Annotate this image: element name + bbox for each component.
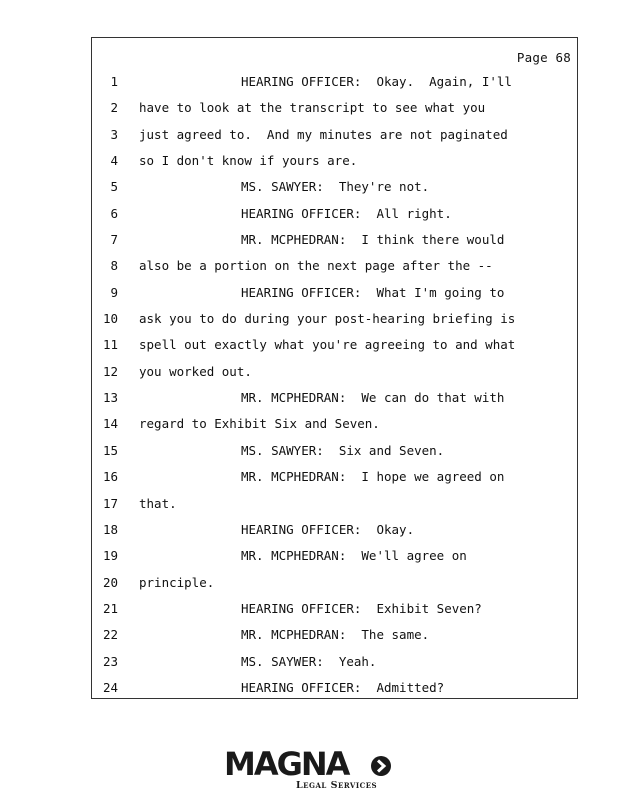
line-text: MS. SAWYER: Six and Seven. — [241, 442, 445, 458]
line-number: 15 — [102, 442, 118, 458]
transcript-page — [91, 37, 578, 699]
line-text: MR. MCPHEDRAN: I think there would — [241, 232, 505, 248]
line-number: 24 — [102, 679, 118, 695]
transcript-line — [92, 546, 577, 572]
line-number: 7 — [110, 232, 118, 248]
transcript-line — [92, 283, 577, 309]
line-number: 9 — [110, 284, 118, 300]
line-number: 17 — [102, 495, 118, 511]
transcript-line — [92, 414, 577, 440]
line-text: MS. SAYWER: Yeah. — [241, 653, 377, 669]
line-number: 3 — [110, 126, 118, 142]
line-number: 8 — [110, 258, 118, 274]
transcript-line — [92, 256, 577, 282]
line-text: MR. MCPHEDRAN: The same. — [241, 627, 430, 643]
logo-wordmark: MAGNA — [224, 745, 349, 783]
line-number: 22 — [102, 627, 118, 643]
transcript-line — [92, 362, 577, 388]
line-text: MR. MCPHEDRAN: We can do that with — [241, 390, 505, 406]
line-text: ask you to do during your post-hearing briefing is — [139, 311, 516, 327]
transcript-line — [92, 599, 577, 625]
line-number: 18 — [102, 521, 118, 537]
transcript-lines — [92, 72, 577, 704]
transcript-line — [92, 625, 577, 651]
line-number: 20 — [102, 574, 118, 590]
magna-logo — [224, 746, 394, 794]
transcript-line — [92, 388, 577, 414]
transcript-line — [92, 652, 577, 678]
line-number: 12 — [102, 363, 118, 379]
logo-tagline: Legal Services — [296, 780, 378, 791]
line-text: regard to Exhibit Six and Seven. — [139, 416, 380, 432]
transcript-line — [92, 177, 577, 203]
line-number: 16 — [102, 469, 118, 485]
transcript-line — [92, 204, 577, 230]
line-text: HEARING OFFICER: What I'm going to — [241, 284, 505, 300]
chevron-right-circle-icon — [370, 755, 392, 777]
transcript-line — [92, 125, 577, 151]
line-number: 5 — [110, 179, 118, 195]
line-text: also be a portion on the next page after the -- — [139, 258, 493, 274]
line-text: you worked out. — [139, 363, 252, 379]
line-text: MR. MCPHEDRAN: I hope we agreed on — [241, 469, 505, 485]
transcript-line — [92, 72, 577, 98]
line-text: HEARING OFFICER: Admitted? — [241, 679, 445, 695]
line-number: 11 — [102, 337, 118, 353]
line-text: HEARING OFFICER: Exhibit Seven? — [241, 600, 482, 616]
transcript-line — [92, 467, 577, 493]
transcript-line — [92, 441, 577, 467]
line-number: 10 — [102, 311, 118, 327]
line-number: 2 — [110, 100, 118, 116]
line-number: 19 — [102, 548, 118, 564]
line-text: MS. SAWYER: They're not. — [241, 179, 430, 195]
line-number: 13 — [102, 390, 118, 406]
line-text: spell out exactly what you're agreeing to and what — [139, 337, 516, 353]
page-number: Page 68 — [516, 50, 571, 65]
line-text: HEARING OFFICER: Okay. Again, I'll — [241, 74, 512, 89]
transcript-line — [92, 520, 577, 546]
line-text: have to look at the transcript to see what you — [139, 100, 486, 116]
line-text: HEARING OFFICER: All right. — [241, 205, 452, 221]
line-text: that. — [139, 495, 177, 511]
line-number: 1 — [110, 74, 118, 89]
line-text: so I don't know if yours are. — [139, 153, 358, 169]
transcript-line — [92, 151, 577, 177]
line-number: 4 — [110, 153, 118, 169]
line-number: 23 — [102, 653, 118, 669]
transcript-line — [92, 335, 577, 361]
transcript-line — [92, 98, 577, 124]
line-number: 14 — [102, 416, 118, 432]
line-number: 6 — [110, 205, 118, 221]
transcript-line — [92, 494, 577, 520]
transcript-line — [92, 678, 577, 704]
line-text: HEARING OFFICER: Okay. — [241, 521, 415, 537]
line-text: MR. MCPHEDRAN: We'll agree on — [241, 548, 467, 564]
transcript-line — [92, 573, 577, 599]
transcript-line — [92, 230, 577, 256]
line-number: 21 — [102, 600, 118, 616]
line-text: principle. — [139, 574, 215, 590]
transcript-line — [92, 309, 577, 335]
line-text: just agreed to. And my minutes are not paginated — [139, 126, 508, 142]
